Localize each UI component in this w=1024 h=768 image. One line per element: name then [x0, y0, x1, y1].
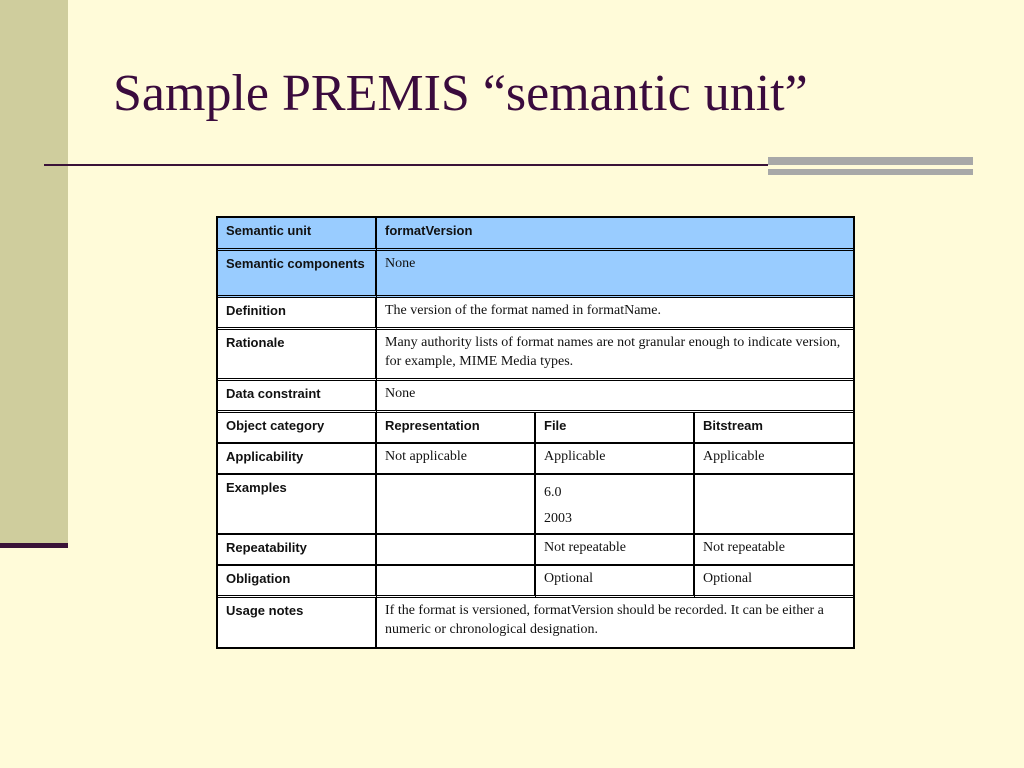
slide-title: Sample PREMIS “semantic unit” [113, 65, 808, 122]
column-header-bitstream: Bitstream [695, 413, 853, 444]
examples-bitstream [695, 475, 853, 535]
rule-accent-bar-top [768, 157, 973, 165]
table-row-object-category [218, 413, 853, 444]
label-usage-notes: Usage notes [218, 598, 377, 649]
applicability-file: Applicable [536, 444, 695, 475]
obligation-bitstream: Optional [695, 566, 853, 598]
premis-semantic-unit-table [218, 218, 853, 649]
value-semantic-unit: formatVersion [377, 218, 853, 251]
example-value: 6.0 [544, 485, 562, 500]
rule-accent-bar-bottom [768, 169, 973, 175]
table-row-repeatability [218, 535, 853, 566]
premis-table-container [216, 216, 855, 649]
table-row-obligation [218, 566, 853, 598]
column-header-representation: Representation [377, 413, 536, 444]
label-applicability: Applicability [218, 444, 377, 475]
repeatability-representation [377, 535, 536, 566]
examples-file [536, 475, 695, 535]
value-rationale: Many authority lists of format names are not granular enough to indicate version, for example, MIME Media types. [377, 330, 853, 381]
label-definition: Definition [218, 298, 377, 330]
value-data-constraint: None [377, 381, 853, 413]
label-obligation: Obligation [218, 566, 377, 598]
table-row-definition [218, 298, 853, 330]
left-decorative-bar [0, 0, 68, 545]
repeatability-bitstream: Not repeatable [695, 535, 853, 566]
title-rule [44, 164, 768, 166]
table-row-data-constraint [218, 381, 853, 413]
table-row-semantic-components [218, 251, 853, 298]
repeatability-file: Not repeatable [536, 535, 695, 566]
label-object-category: Object category [218, 413, 377, 444]
value-semantic-components: None [377, 251, 853, 298]
table-row-applicability [218, 444, 853, 475]
table-row-examples [218, 475, 853, 535]
obligation-representation [377, 566, 536, 598]
label-semantic-components: Semantic components [218, 251, 377, 298]
left-bar-accent [0, 543, 68, 548]
examples-representation [377, 475, 536, 535]
value-definition: The version of the format named in formatName. [377, 298, 853, 330]
obligation-file: Optional [536, 566, 695, 598]
table-row-rationale [218, 330, 853, 381]
table-row-usage-notes [218, 598, 853, 649]
label-examples: Examples [218, 475, 377, 535]
label-data-constraint: Data constraint [218, 381, 377, 413]
label-repeatability: Repeatability [218, 535, 377, 566]
applicability-bitstream: Applicable [695, 444, 853, 475]
table-row-semantic-unit [218, 218, 853, 251]
column-header-file: File [536, 413, 695, 444]
label-semantic-unit: Semantic unit [218, 218, 377, 251]
value-usage-notes: If the format is versioned, formatVersion should be recorded. It can be either a numeric or chronological designation. [385, 603, 824, 637]
title-rule-accent [768, 157, 973, 179]
label-rationale: Rationale [218, 330, 377, 381]
applicability-representation: Not applicable [377, 444, 536, 475]
example-value: 2003 [544, 511, 572, 526]
